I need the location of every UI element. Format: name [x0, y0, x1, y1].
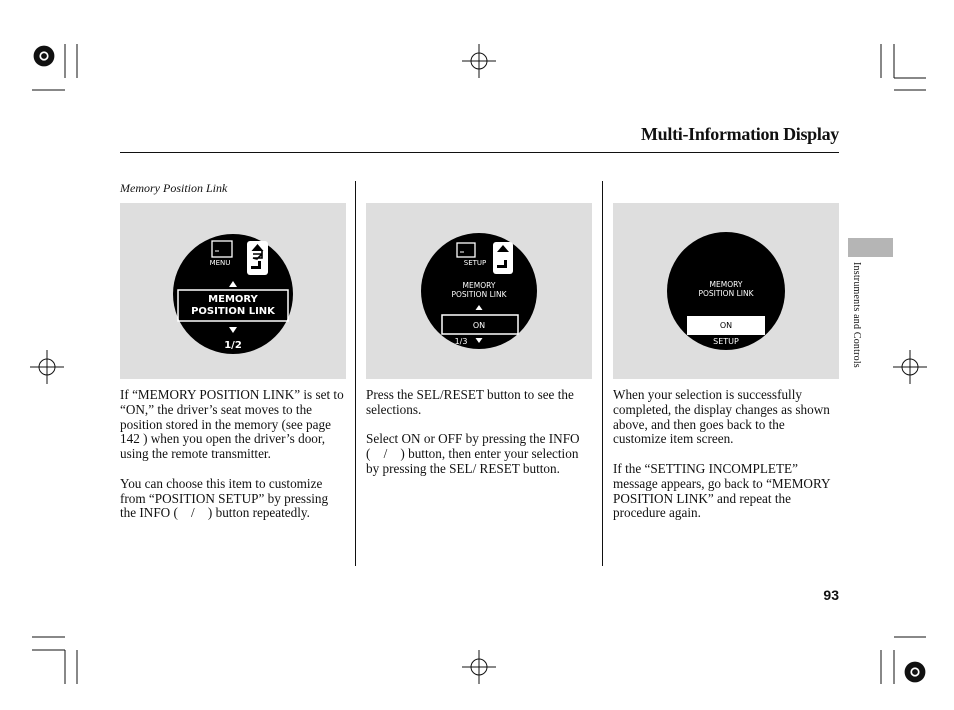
section-tab-label: Instruments and Controls: [851, 262, 862, 368]
display-illustration-2: [366, 203, 592, 379]
text-column-2: [366, 388, 592, 492]
icon-label: MENU: [209, 259, 231, 267]
paragraph: If the “SETTING INCOMPLETE” message appears, go back to “MEMORY POSITION LINK” and repeat the procedure again.: [613, 460, 831, 521]
title-rule: [120, 152, 839, 153]
selected-value: ON: [472, 321, 486, 330]
icon-label: SETUP: [463, 259, 487, 267]
section-caption: Memory Position Link: [120, 181, 228, 195]
page-indicator: 1/2: [224, 340, 242, 351]
text-column-1: [120, 388, 346, 536]
section-tab: [848, 238, 893, 257]
item-line-1: MEMORY: [709, 280, 743, 289]
paragraph: If “MEMORY POSITION LINK” is set to “ON,” the driver’s seat moves to the position stored in the memory (see page 142 ) when you open the driver’s door, using the remote transmitter.: [120, 387, 344, 462]
item-line-2: POSITION LINK: [451, 290, 507, 299]
page-indicator: 1/3: [454, 337, 468, 346]
paragraph: When your selection is successfully completed, the display changes as shown above, and then goes back to the customize item screen.: [613, 387, 830, 447]
item-line-1: MEMORY: [462, 281, 496, 290]
item-line-1: MEMORY: [208, 294, 258, 305]
display-illustration-1: [120, 203, 346, 379]
page-title: Multi-Information Display: [640, 124, 839, 144]
paragraph: Select ON or OFF by pressing the INFO ( / ) button, then enter your selection by pressing the SEL/ RESET button.: [366, 431, 580, 476]
paragraph: You can choose this item to customize from “POSITION SETUP” by pressing the INFO ( / ) button repeatedly.: [120, 475, 329, 521]
page-number: 93: [823, 587, 839, 603]
footer-label: SETUP: [713, 337, 739, 346]
paragraph: Press the SEL/RESET button to see the selections.: [366, 387, 574, 417]
display-illustration-3: [613, 203, 839, 379]
column-divider: [602, 181, 603, 566]
selected-value: ON: [719, 321, 733, 330]
text-column-3: [613, 388, 839, 536]
item-line-2: POSITION LINK: [191, 306, 275, 317]
item-line-2: POSITION LINK: [698, 289, 754, 298]
column-divider: [355, 181, 356, 566]
